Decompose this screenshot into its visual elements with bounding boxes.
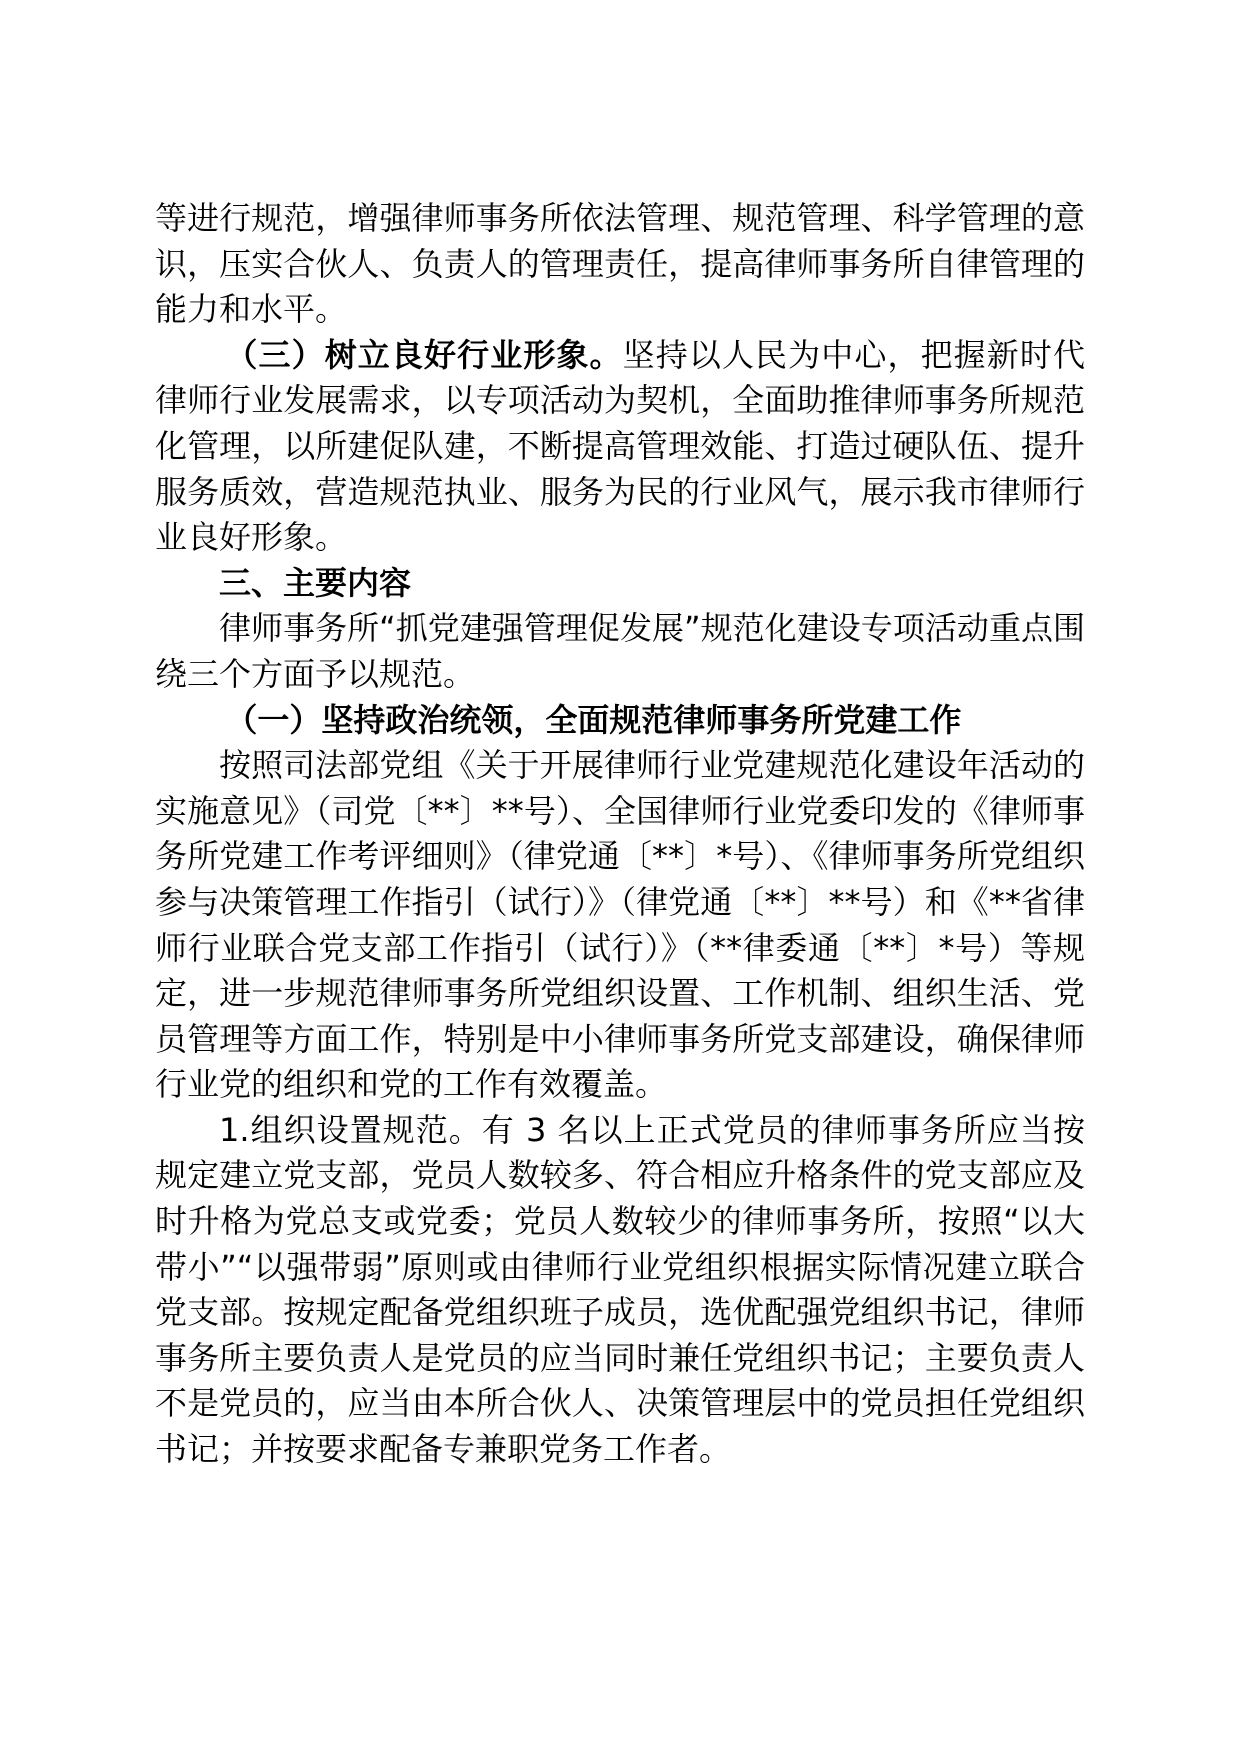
- paragraph-activity-scope: 律师事务所“抓党建强管理促发展”规范化建设专项活动重点围绕三个方面予以规范。: [155, 609, 1085, 693]
- section-heading-main-content: 三、主要内容: [219, 563, 412, 602]
- paragraph-organization-setup: 1.组织设置规范。有 3 名以上正式党员的律师事务所应当按规定建立党支部，党员人数较多、符合相应升格条件的党支部应及时升格为党总支或党委；党员人数较少的律师事务所，按照“以大带小”“以强带弱”原则或由律师行业党组织根据实际情况建立联合党支部。按规定配备党组织班子成员，选优配强党组织书记，律师事务所主要负责人是党员的应当同时兼任党组织书记；主要负责人不是党员的，应当由本所合伙人、决策管理层中的党员担任党组织书记；并按要求配备专兼职党务工作者。: [155, 1110, 1085, 1469]
- paragraph-industry-image: [155, 333, 1085, 561]
- paragraph-industry-image-body: 坚持以人民为中心，把握新时代律师行业发展需求，以专项活动为契机，全面助推律师事务所规范化管理，以所建促队建，不断提高管理效能、打造过硬队伍、提升服务质效，营造规范执业、服务为民的行业风气，展示我市律师行业良好形象。: [155, 335, 1085, 557]
- section-heading-industry-image: （三）树立良好行业形象。: [225, 335, 623, 374]
- paragraph-management-awareness: 等进行规范，增强律师事务所依法管理、规范管理、科学管理的意识，压实合伙人、负责人的管理责任，提高律师事务所自律管理的能力和水平。: [155, 199, 1085, 329]
- paragraph-party-building-regulations: 按照司法部党组《关于开展律师行业党建规范化建设年活动的实施意见》（司党〔**〕**号）、全国律师行业党委印发的《律师事务所党建工作考评细则》（律党通〔**〕*号）、《律师事务所党组织参与决策管理工作指引（试行）》（律党通〔**〕**号）和《**省律师行业联合党支部工作指引（试行）》（**律委通〔**〕*号）等规定，进一步规范律师事务所党组织设置、工作机制、组织生活、党员管理等方面工作，特别是中小律师事务所党支部建设，确保律师行业党的组织和党的工作有效覆盖。: [155, 746, 1085, 1104]
- section-heading-party-building: （一）坚持政治统领，全面规范律师事务所党建工作: [225, 700, 962, 739]
- document-body: [155, 196, 1085, 1473]
